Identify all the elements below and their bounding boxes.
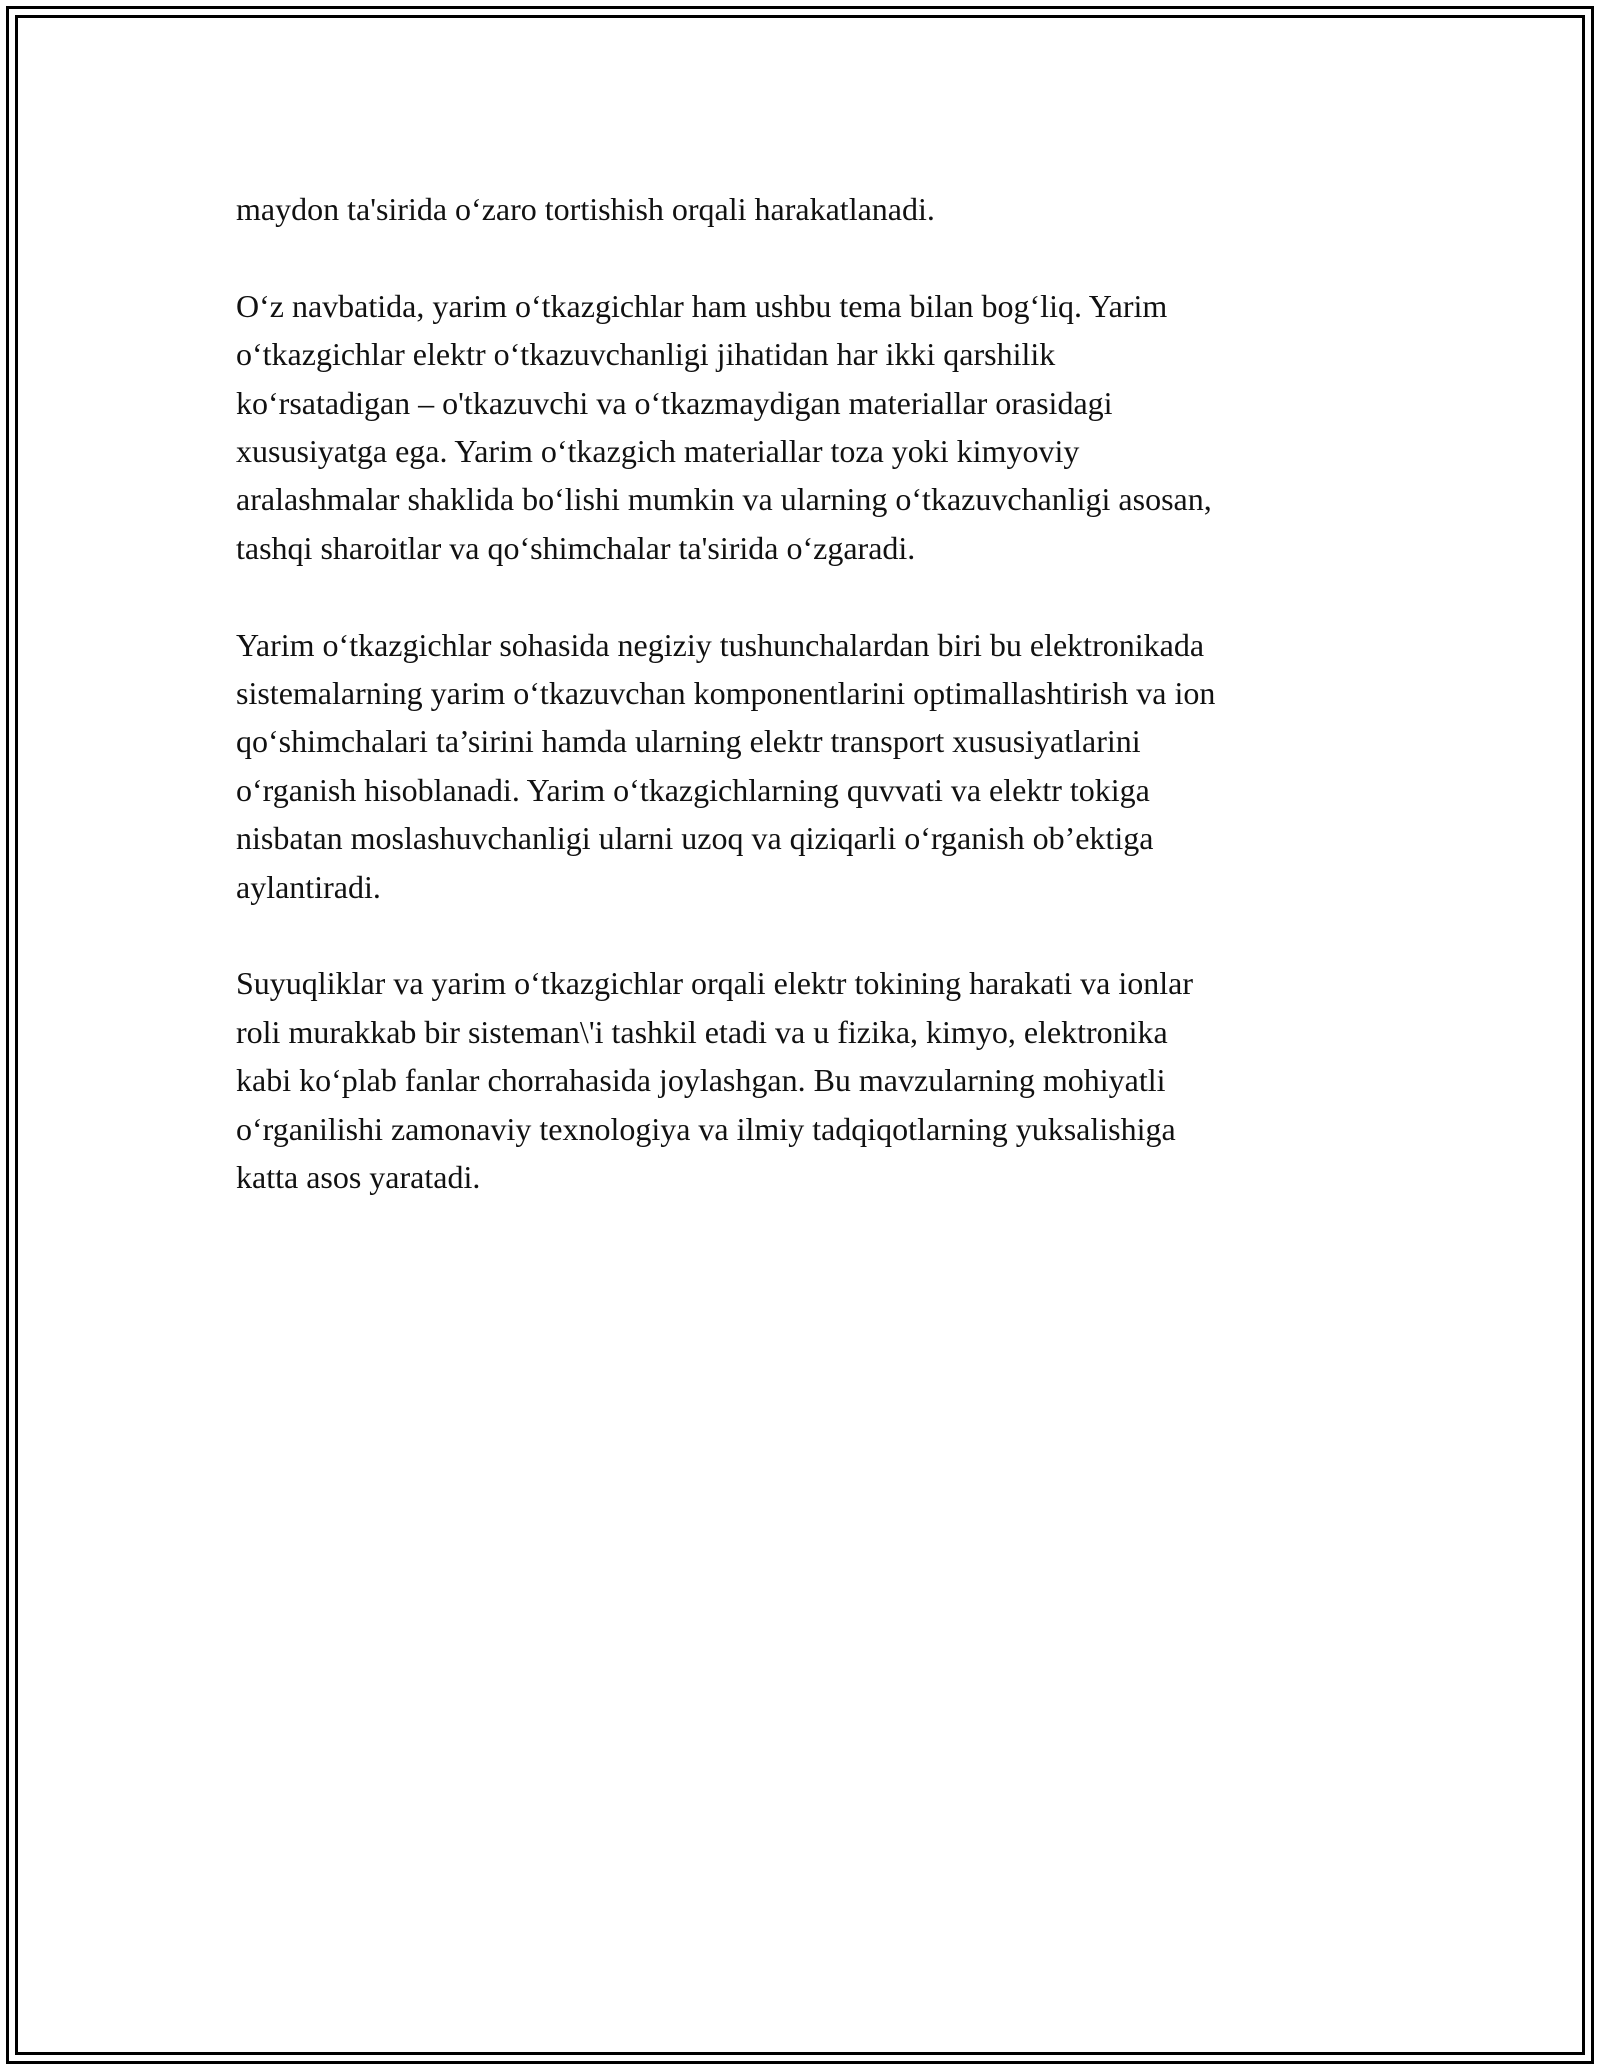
paragraph-1: maydon ta'sirida o‘zaro tortishish orqali harakatlanadi. [236,191,935,227]
document-body [236,185,1386,1250]
paragraph-2: O‘z navbatida, yarim o‘tkazgichlar ham ushbu tema bilan bog‘liq. Yarim o‘tkazgichlar elektr o‘tkazuvchanligi jihatidan har ikki qarshilik ko‘rsatadigan – o'tkazuvchi va o‘tkazmaydigan materiallar orasidagi xususiyatga ega. Yarim o‘tkazgich materiallar toza yoki kimyoviy aralashmalar shaklida bo‘lishi mumkin va ularning o‘tkazuvchanligi asosan, tashqi sharoitlar va qo‘shimchalar ta'sirida o‘zgaradi. [236,287,1212,566]
paragraph-3: Yarim o‘tkazgichlar sohasida negiziy tushunchalardan biri bu elektronikada sistemalarning yarim o‘tkazuvchan komponentlarini optimallashtirish va ion qo‘shimchalari ta’sirini hamda ularning elektr transport xususiyatlarini o‘rganish hisoblanadi. Yarim o‘tkazgichlarning quvvati va elektr tokiga nisbatan moslashuvchanligi ularni uzoq va qiziqarli o‘rganish ob’ektiga aylantiradi. [236,626,1216,905]
paragraph-4: Suyuqliklar va yarim o‘tkazgichlar orqali elektr tokining harakati va ionlar roli murakkab bir sisteman\'i tashkil etadi va u fizika, kimyo, elektronika kabi ko‘plab fanlar chorrahasida joylashgan. Bu mavzularning mohiyatli o‘rganilishi zamonaviy texnologiya va ilmiy tadqiqotlarning yuksalishiga katta asos yaratadi. [236,965,1194,1196]
